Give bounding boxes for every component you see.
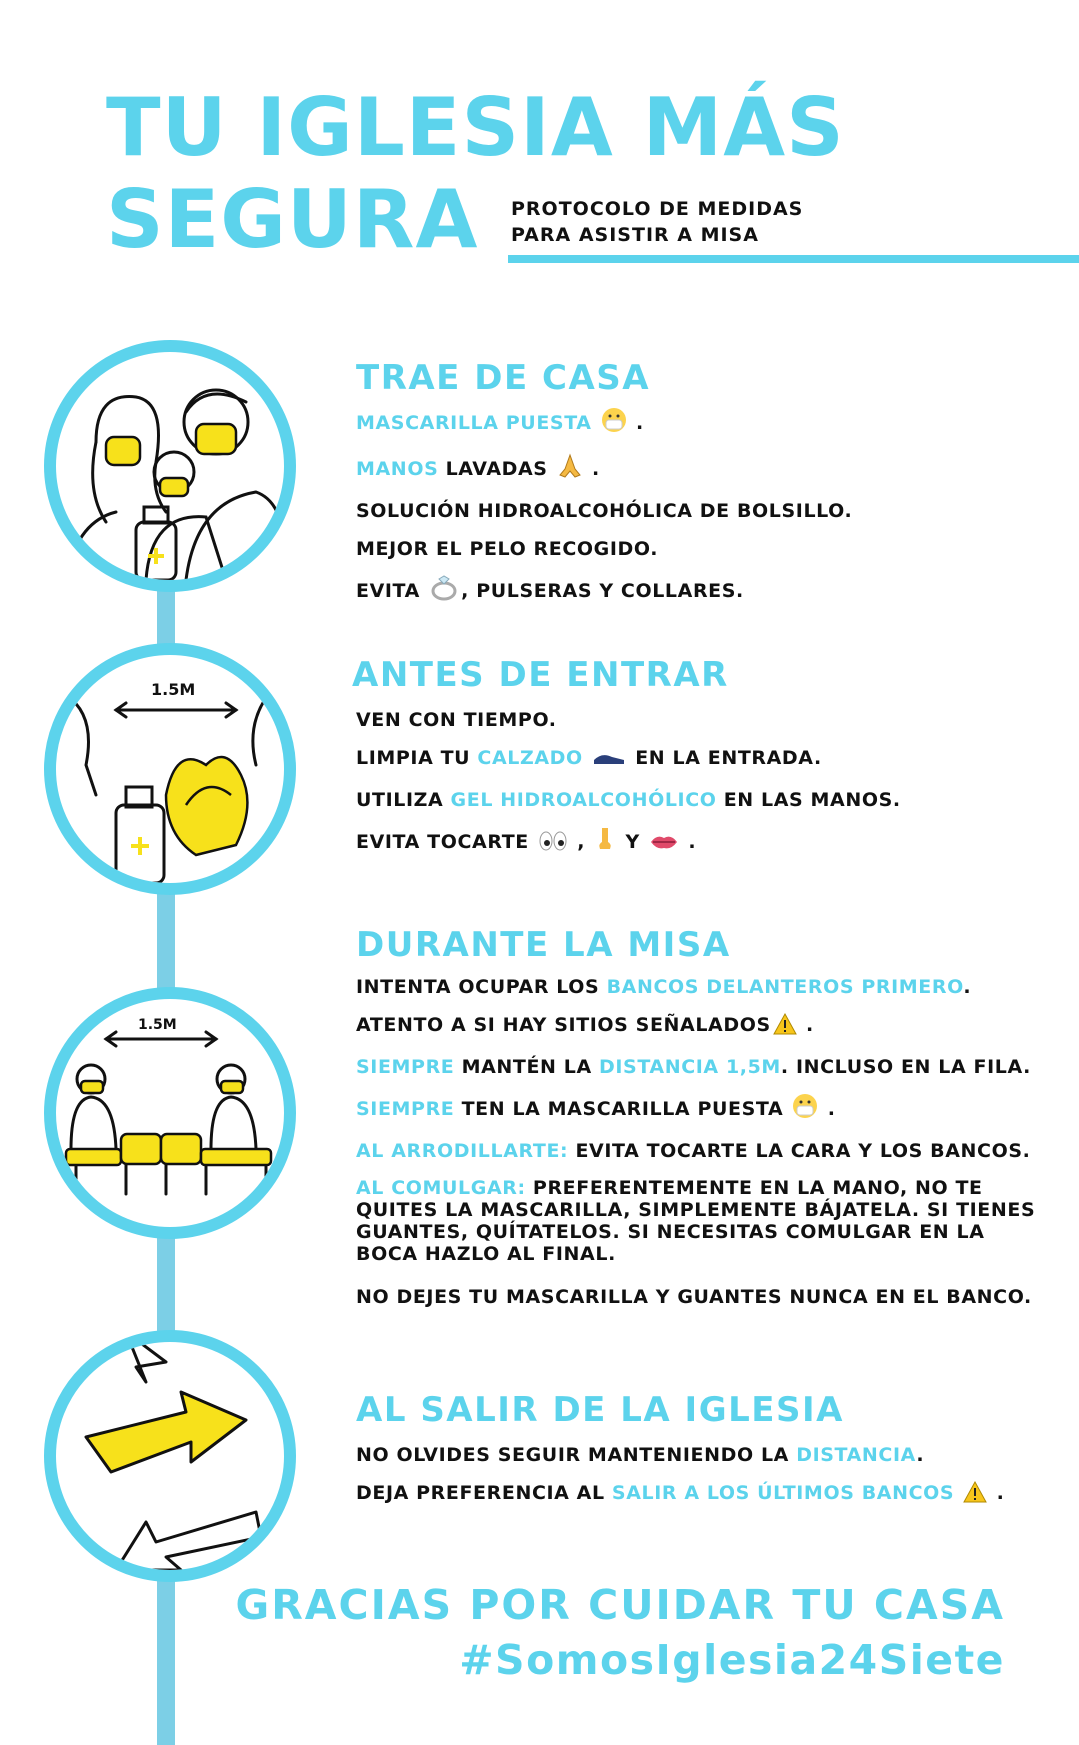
item-highlight: AL COMULGAR: [356, 1177, 526, 1199]
item-text: MEJOR EL PELO RECOGIDO. [356, 538, 659, 560]
item-text: NO OLVIDES SEGUIR MANTENIENDO LA [356, 1444, 789, 1466]
item-rest: . [688, 831, 697, 853]
list-item [356, 1177, 1036, 1265]
item-text: EVITA TOCARTE LA CARA Y LOS BANCOS. [575, 1140, 1031, 1162]
shoe-emoji-icon [592, 748, 626, 774]
item-text: ATENTO A SI HAY SITIOS SEÑALADOS [356, 1014, 771, 1036]
item-text: UTILIZA [356, 789, 444, 811]
family-illustration-svg [56, 352, 284, 580]
nose-emoji-icon [594, 826, 616, 858]
item-highlight: AL ARRODILLARTE: [356, 1140, 569, 1162]
list-item [356, 407, 1056, 439]
list-item [356, 788, 1056, 812]
list-item [356, 575, 1056, 607]
item-rest: , PULSERAS Y COLLARES. [461, 580, 744, 602]
item-highlight: MASCARILLA PUESTA [356, 412, 592, 434]
list-item [356, 1013, 1036, 1041]
item-highlight: MANOS [356, 458, 439, 480]
item-sep: , [577, 831, 586, 853]
item-highlight: SALIR A LOS ÚLTIMOS BANCOS [611, 1482, 955, 1504]
entrance-illustration-svg [56, 655, 284, 883]
footer-thanks: GRACIAS POR CUIDAR TU CASA [235, 1581, 1005, 1629]
mask-emoji-icon [792, 1093, 818, 1125]
section-title-trae-de-casa: TRAE DE CASA [356, 358, 651, 398]
list-item [356, 1285, 1036, 1309]
warning-emoji-icon [773, 1013, 797, 1041]
item-highlight: SIEMPRE [356, 1098, 455, 1120]
title-line-1: TU IGLESIA MÁS [106, 81, 845, 174]
eyes-emoji-icon [538, 830, 568, 858]
list-item [356, 1055, 1036, 1079]
item-text: DEJA PREFERENCIA AL [356, 1482, 605, 1504]
list-al-salir [356, 1443, 1056, 1523]
item-highlight: BANCOS DELANTEROS PRIMERO [606, 976, 964, 998]
item-rest: . [827, 1098, 836, 1120]
list-trae-de-casa [356, 407, 1056, 621]
item-sep: Y [625, 831, 640, 853]
item-text: EVITA [356, 580, 420, 602]
title-line-2: SEGURA [106, 173, 479, 266]
item-text: NO DEJES TU MASCARILLA Y GUANTES NUNCA EN EL BANCO. [356, 1286, 1032, 1308]
item-highlight-2: DISTANCIA 1,5M [599, 1056, 781, 1078]
list-durante-la-misa [356, 975, 1036, 1323]
item-rest: EN LA ENTRADA. [635, 747, 822, 769]
item-highlight: CALZADO [477, 747, 583, 769]
praying-hands-icon [557, 453, 583, 485]
item-text: PREFERENTEMENTE EN LA MANO, NO TE QUITES LA MASCARILLA, SIMPLEMENTE BÁJATELA. SI TIENES GUANTES, QUÍTATELOS. SI NECESITAS COMULGAR EN LA BOCA HAZLO AL FINAL. [356, 1177, 1036, 1265]
list-item [356, 826, 1056, 858]
section-title-antes-de-entrar: ANTES DE ENTRAR [352, 655, 729, 695]
list-item [356, 975, 1036, 999]
item-highlight: DISTANCIA [796, 1444, 917, 1466]
pews-distance-illustration [44, 987, 296, 1239]
exit-arrows-illustration [44, 1330, 296, 1582]
section-title-al-salir: AL SALIR DE LA IGLESIA [356, 1390, 844, 1430]
item-text: VEN CON TIEMPO. [356, 709, 557, 731]
ring-emoji-icon [429, 575, 459, 607]
lips-emoji-icon [649, 832, 679, 858]
subtitle-underline [508, 255, 1079, 263]
item-rest: . [636, 412, 644, 434]
mass-illustration-svg [56, 999, 284, 1227]
item-rest: . [592, 458, 600, 480]
item-text: MANTÉN LA [461, 1056, 592, 1078]
item-text: INTENTA OCUPAR LOS [356, 976, 600, 998]
list-antes-de-entrar [356, 708, 1056, 872]
list-item [356, 453, 1056, 485]
item-text: EVITA TOCARTE [356, 831, 529, 853]
item-text: TEN LA MASCARILLA PUESTA [461, 1098, 784, 1120]
hands-sanitizer-illustration [44, 643, 296, 895]
warning-emoji-icon [963, 1481, 987, 1509]
list-item [356, 499, 1056, 523]
item-rest: . [806, 1014, 814, 1036]
subtitle-line-1: PROTOCOLO DE MEDIDAS [511, 198, 804, 220]
footer-hashtag: #SomosIglesia24Siete [459, 1636, 1005, 1684]
mask-emoji-icon [601, 407, 627, 439]
subtitle-line-2: PARA ASISTIR A MISA [511, 224, 759, 246]
list-item [356, 1481, 1056, 1509]
family-masks-illustration [44, 340, 296, 592]
distance-label: 1.5M [138, 1017, 177, 1033]
item-highlight: SIEMPRE [356, 1056, 455, 1078]
list-item [356, 1139, 1036, 1163]
item-text: LAVADAS [445, 458, 548, 480]
list-item [356, 1443, 1056, 1467]
item-rest: . [963, 976, 972, 998]
item-rest: EN LAS MANOS. [723, 789, 901, 811]
item-text: SOLUCIÓN HIDROALCOHÓLICA DE BOLSILLO. [356, 500, 853, 522]
distance-label: 1.5M [151, 680, 196, 699]
exit-illustration-svg [56, 1342, 284, 1570]
item-rest: . [996, 1482, 1005, 1504]
item-rest: . [916, 1444, 925, 1466]
item-highlight: GEL HIDROALCOHÓLICO [450, 789, 717, 811]
section-title-durante-la-misa: DURANTE LA MISA [356, 925, 731, 965]
subtitle [511, 196, 803, 248]
item-rest: . INCLUSO EN LA FILA. [780, 1056, 1031, 1078]
item-text: LIMPIA TU [356, 747, 471, 769]
list-item [356, 537, 1056, 561]
list-item [356, 746, 1056, 774]
list-item [356, 708, 1056, 732]
list-item [356, 1093, 1036, 1125]
